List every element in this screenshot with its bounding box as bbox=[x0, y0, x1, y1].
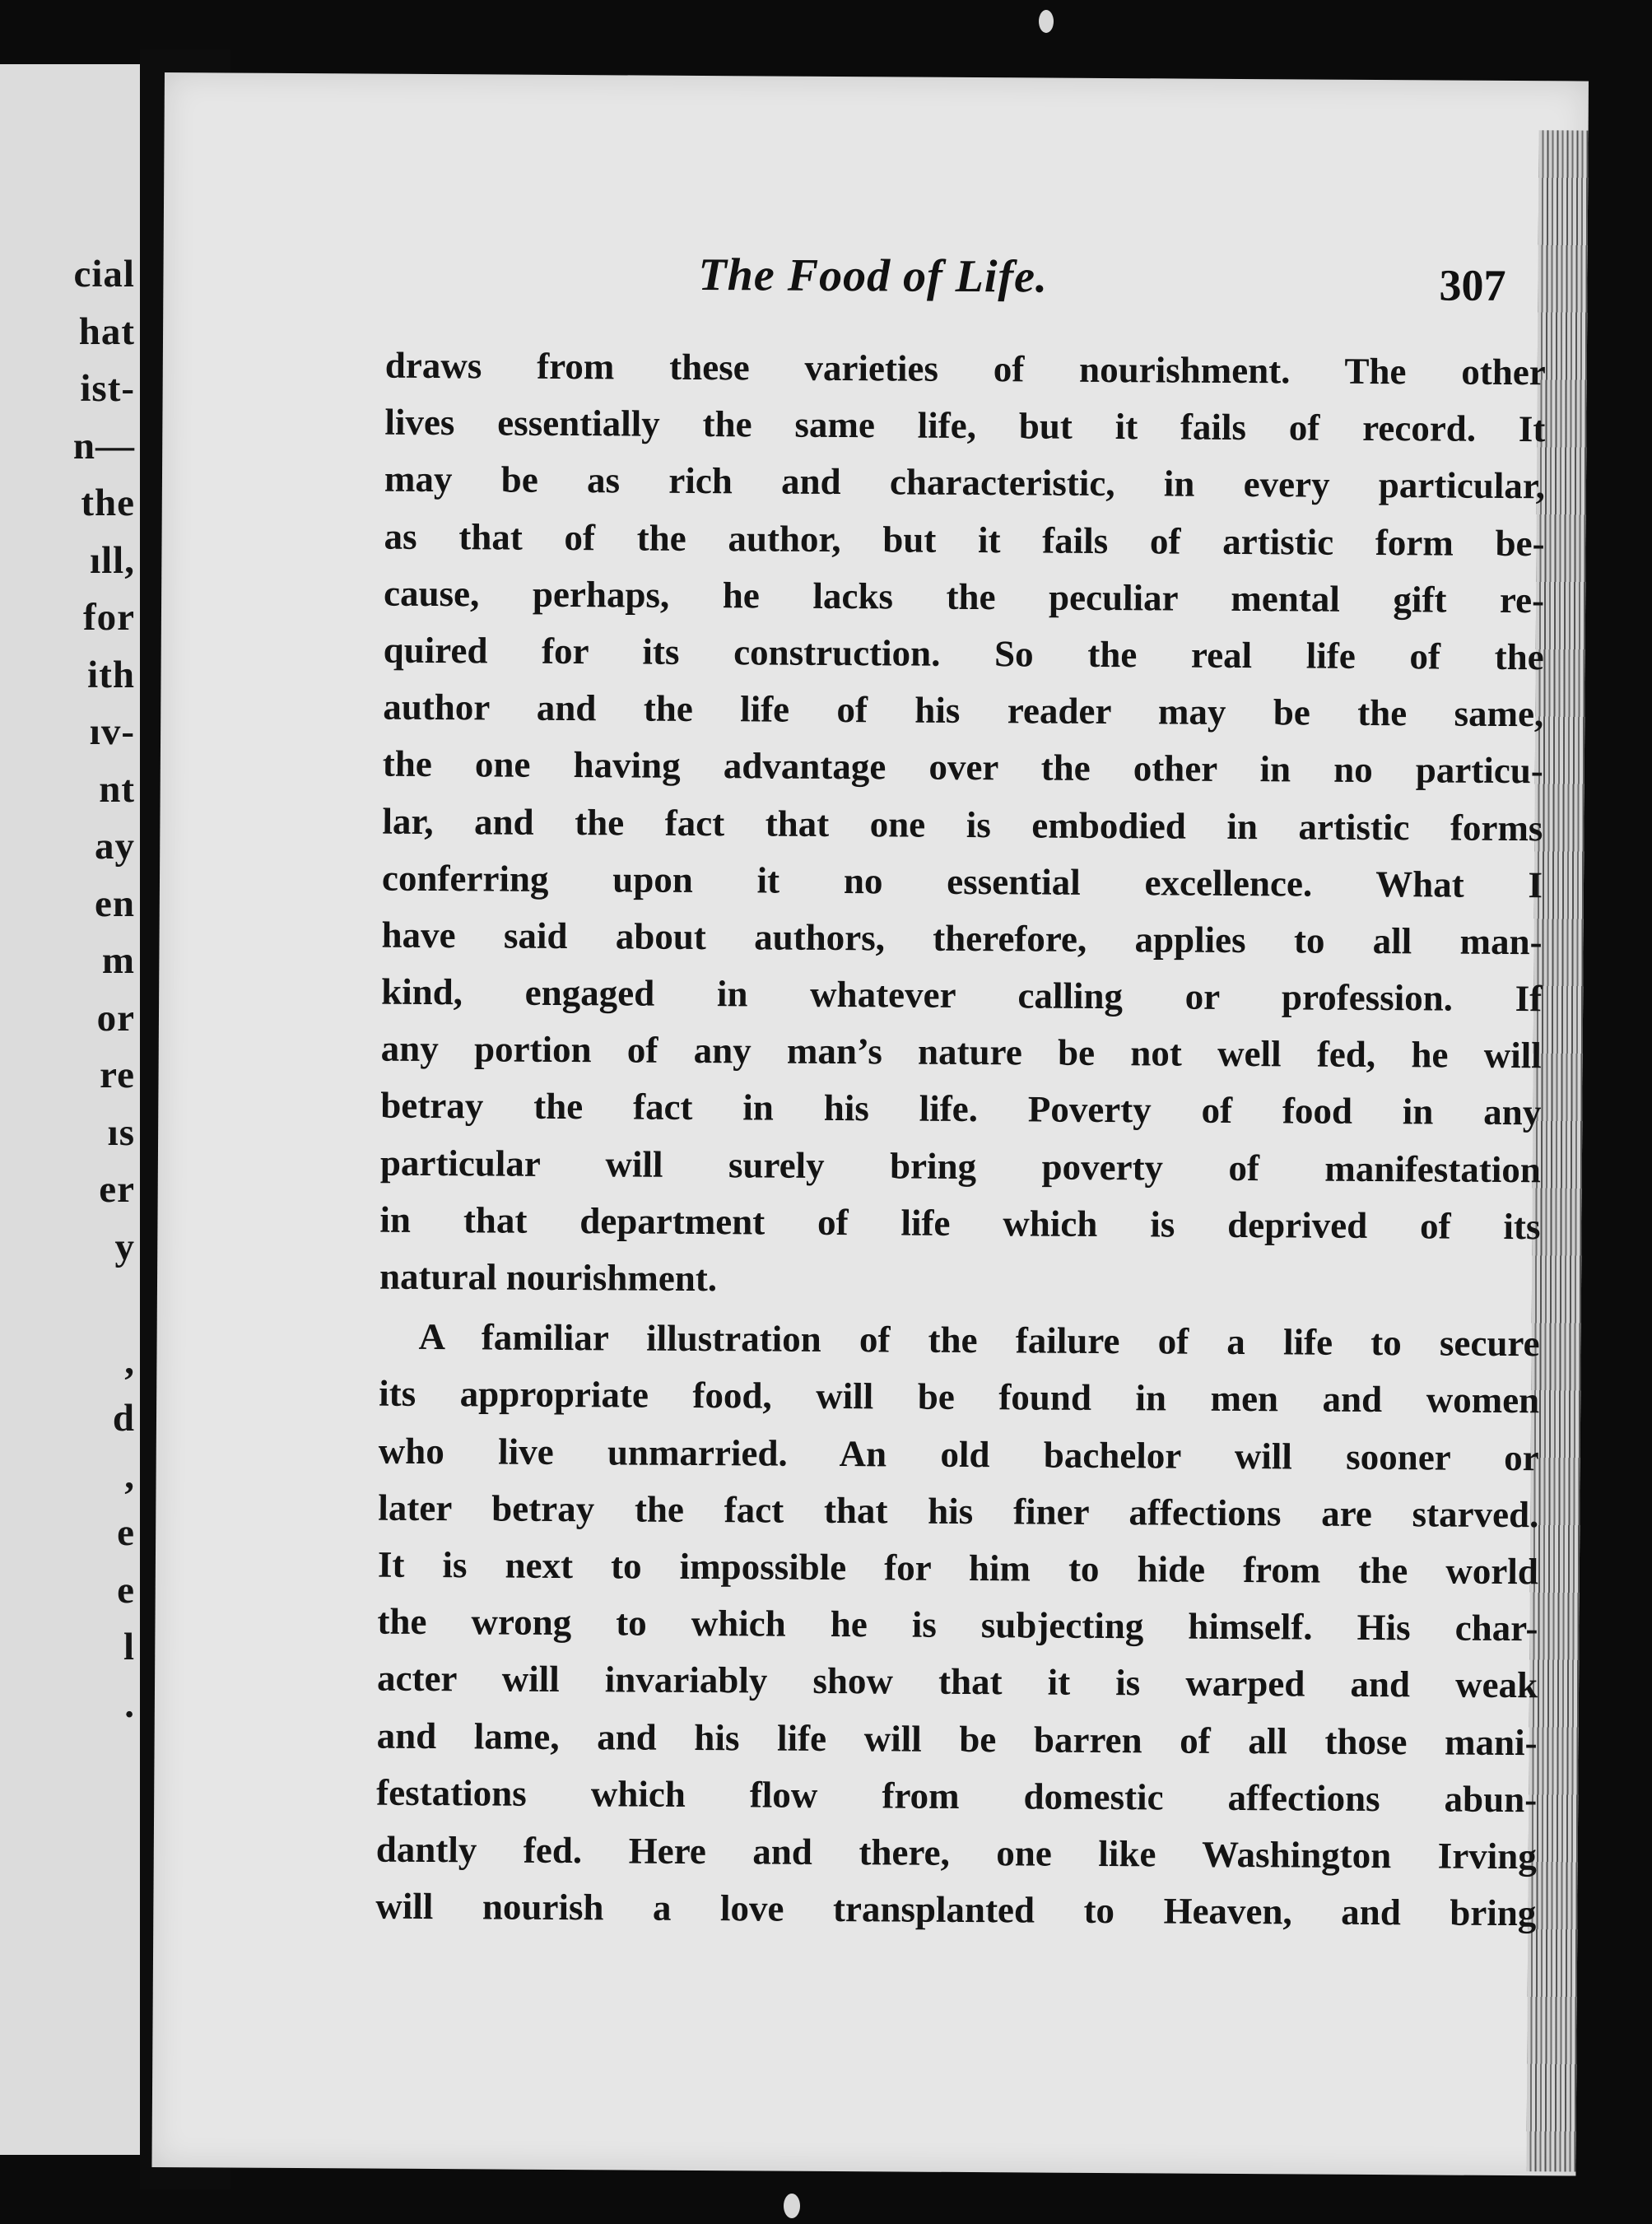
text-line: festations which flow from domestic affections abun- bbox=[376, 1771, 1538, 1820]
text-line: natural nourishment. bbox=[379, 1255, 718, 1300]
previous-page-line-fragment: l bbox=[123, 1626, 135, 1668]
text-line: any portion of any man’s nature be not well fed, he will bbox=[380, 1027, 1542, 1077]
text-line: may be as rich and characteristic, in every particular, bbox=[384, 458, 1546, 507]
paragraph bbox=[379, 337, 1546, 1313]
previous-page-line-fragment: ıv- bbox=[89, 710, 135, 753]
text-line: conferring upon it no essential excellence. What I bbox=[381, 857, 1543, 905]
text-line: in that department of life which is deprived of its bbox=[379, 1198, 1541, 1248]
text-line: and lame, and his life will be barren of all those mani- bbox=[376, 1715, 1538, 1763]
previous-page-line-fragment: hat bbox=[78, 309, 135, 353]
previous-page-line-fragment: the bbox=[81, 482, 135, 524]
previous-page-line-fragment: ıll, bbox=[90, 538, 135, 582]
text-line: will nourish a love transplanted to Heaven, and bring bbox=[375, 1885, 1537, 1934]
previous-page-line-fragment: for bbox=[82, 596, 135, 639]
previous-page-line-fragment: ay bbox=[95, 825, 135, 868]
previous-page-line-fragment: e bbox=[117, 1511, 135, 1554]
text-line: kind, engaged in whatever calling or profession. If bbox=[381, 970, 1543, 1020]
body-text bbox=[375, 337, 1546, 1943]
previous-page-line-fragment: . bbox=[124, 1682, 135, 1726]
previous-page-line-fragment: m bbox=[101, 939, 135, 982]
previous-page-line-fragment: , bbox=[124, 1339, 135, 1383]
previous-page-line-fragment: cial bbox=[73, 253, 135, 295]
previous-page-line-fragment: re bbox=[100, 1054, 135, 1096]
text-line: have said about authors, therefore, applies to all man- bbox=[381, 914, 1543, 963]
text-line: lar, and the fact that one is embodied in artistic forms bbox=[382, 800, 1543, 849]
previous-page-line-fragment: , bbox=[124, 1454, 135, 1497]
previous-page-line-fragment: d bbox=[112, 1397, 135, 1440]
book-page bbox=[151, 72, 1589, 2176]
text-line: A familiar illustration of the failure of a life to secure bbox=[418, 1316, 1540, 1365]
previous-page-line-fragment: nt bbox=[99, 767, 135, 811]
previous-page-line-fragment: y bbox=[114, 1225, 135, 1268]
dust-speck bbox=[784, 2194, 800, 2218]
paragraph bbox=[375, 1309, 1540, 1943]
text-line: the one having advantage over the other in no particu- bbox=[382, 742, 1544, 792]
previous-page-line-fragment: ıs bbox=[107, 1110, 135, 1154]
previous-page-fragment bbox=[0, 64, 140, 2155]
text-line: lives essentially the same life, but it fails of record. It bbox=[384, 401, 1546, 450]
previous-page-line-fragment: or bbox=[96, 996, 135, 1040]
text-line: It is next to impossible for him to hide from the world bbox=[377, 1543, 1539, 1593]
running-title: The Food of Life. bbox=[698, 249, 1049, 303]
text-line: draws from these varieties of nourishment. The other bbox=[384, 344, 1546, 393]
previous-page-line-fragment: ith bbox=[87, 653, 135, 696]
text-line: who live unmarried. An old bachelor will sooner or bbox=[378, 1430, 1539, 1478]
previous-page-line-fragment: en bbox=[95, 882, 135, 925]
text-line: betray the fact in his life. Poverty of food in any bbox=[380, 1085, 1542, 1133]
previous-page-line-fragment: ist- bbox=[80, 367, 135, 410]
text-line: the wrong to which he is subjecting himself. His char- bbox=[377, 1600, 1538, 1649]
previous-page-line-fragment: e bbox=[117, 1568, 135, 1612]
running-head bbox=[698, 249, 1563, 328]
text-line: quired for its construction. So the real life of the bbox=[383, 629, 1544, 678]
dust-speck bbox=[1039, 10, 1054, 33]
page-number: 307 bbox=[1439, 260, 1506, 310]
text-line: acter will invariably show that it is warped and weak bbox=[376, 1657, 1538, 1706]
text-line: as that of the author, but it fails of artistic form be- bbox=[384, 515, 1545, 564]
text-line: cause, perhaps, he lacks the peculiar mental gift re- bbox=[383, 572, 1545, 621]
text-line: particular will surely bring poverty of manifestation bbox=[379, 1142, 1542, 1190]
text-line: author and the life of his reader may be the same, bbox=[383, 686, 1544, 735]
text-line: dantly fed. Here and there, one like Washington Irving bbox=[375, 1828, 1537, 1877]
text-line: later betray the fact that his finer affections are starved. bbox=[378, 1487, 1539, 1535]
previous-page-line-fragment: n— bbox=[72, 424, 135, 468]
previous-page-line-fragment: er bbox=[99, 1168, 135, 1211]
text-line: its appropriate food, will be found in men and women bbox=[379, 1372, 1540, 1421]
